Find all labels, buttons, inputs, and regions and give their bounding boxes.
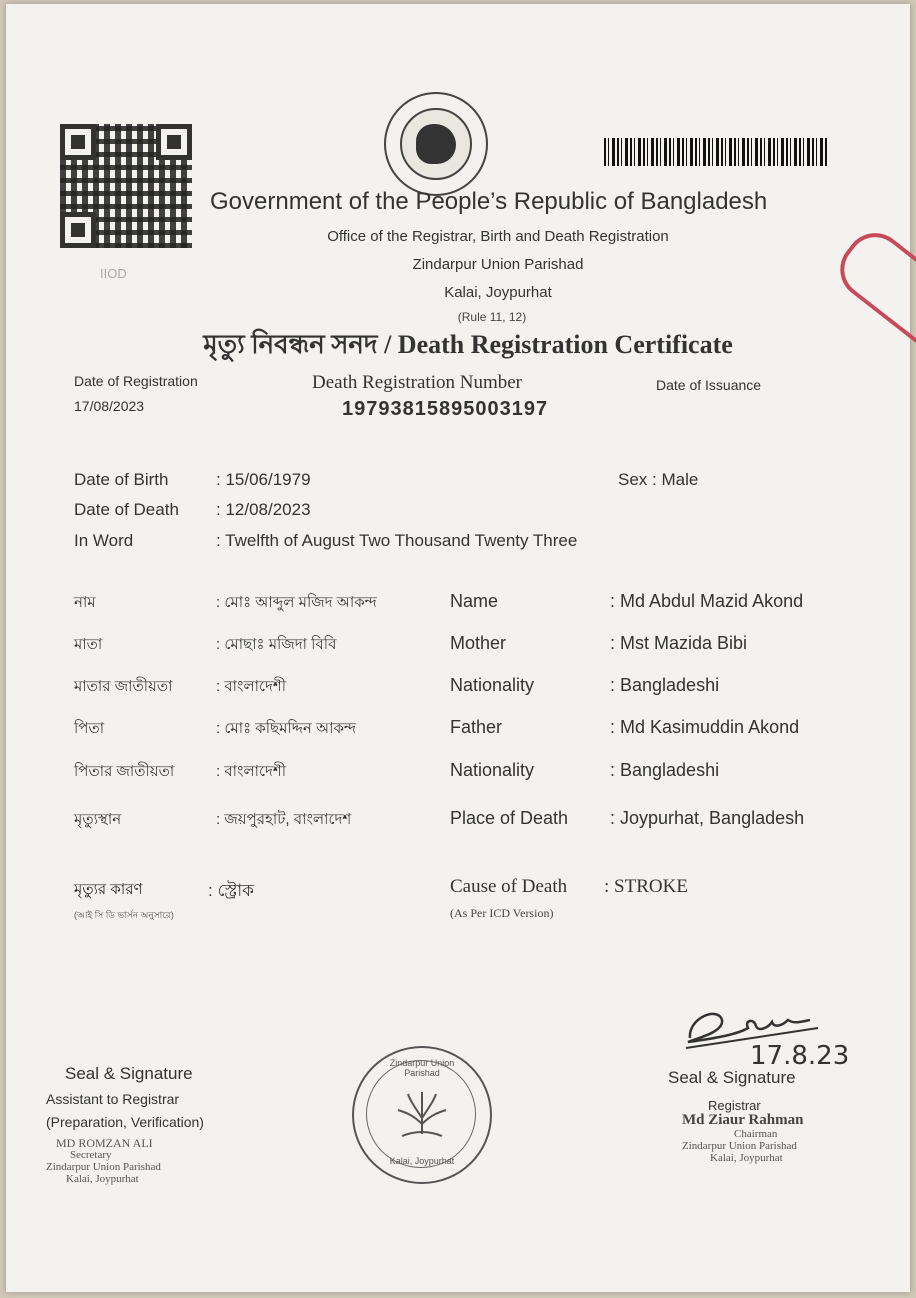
qr-finder-top-right <box>156 124 192 160</box>
death-registration-number-label: Death Registration Number <box>312 372 523 393</box>
row-en-label: Name <box>450 591 499 611</box>
row-en-label: Nationality <box>450 675 535 695</box>
cause-en-note: (As Per ICD Version) <box>450 906 554 920</box>
row-bn-label: মাতার জাতীয়তা <box>74 678 173 695</box>
rule-reference: (Rule 11, 12) <box>457 310 527 324</box>
row-en-value: : Md Kasimuddin Akond <box>610 717 800 737</box>
sex-value: Sex : Male <box>618 470 699 489</box>
death-registration-number-value: 19793815895003197 <box>342 398 549 420</box>
in-word-label: In Word <box>74 531 134 550</box>
cause-en-value: : STROKE <box>604 876 688 897</box>
date-of-birth-value: : 15/06/1979 <box>216 470 311 489</box>
right-seal-signature-title: Seal & Signature <box>668 1068 796 1087</box>
row-bn-value: : বাংলাদেশী <box>216 678 287 695</box>
date-of-registration-value: 17/08/2023 <box>74 398 145 414</box>
right-stamp-place: Kalai, Joypurhat <box>710 1152 783 1164</box>
government-emblem-icon <box>384 92 488 196</box>
barcode <box>604 138 828 166</box>
row-bn-label: পিতার জাতীয়তা <box>74 763 175 780</box>
date-of-birth-label: Date of Birth <box>74 470 169 489</box>
seal-text-top: Zindarpur Union Parishad <box>389 1058 455 1078</box>
qr-finder-top-left <box>60 124 96 160</box>
left-stamp-title: Secretary <box>70 1149 112 1161</box>
row-en-label: Mother <box>450 633 507 653</box>
date-of-issuance-label: Date of Issuance <box>656 377 762 393</box>
row-bn-label: মাতা <box>74 636 103 653</box>
office-name: Office of the Registrar, Birth and Death Registration <box>327 228 669 245</box>
seal-text-bottom: Kalai, Joypurhat <box>389 1156 455 1166</box>
row-bn-label: পিতা <box>74 720 105 737</box>
right-stamp-title: Chairman <box>734 1128 778 1140</box>
row-en-value: : Bangladeshi <box>610 675 720 695</box>
row-en-label: Place of Death <box>450 808 569 828</box>
cause-bn-value: : স্ট্রোক <box>208 881 255 900</box>
date-of-death-label: Date of Death <box>74 500 179 519</box>
row-en-value: : Mst Mazida Bibi <box>610 633 748 653</box>
in-word-value: : Twelfth of August Two Thousand Twenty Three <box>216 531 578 550</box>
row-bn-value: : বাংলাদেশী <box>216 763 287 780</box>
row-en-label: Father <box>450 717 503 737</box>
row-bn-value: : মোঃ কছিমদ্দিন আকন্দ <box>216 720 357 737</box>
handwritten-date: 17.8.23 <box>750 1041 850 1071</box>
row-bn-label: নাম <box>74 594 96 611</box>
sheaf-of-rice-icon <box>392 1084 452 1144</box>
row-bn-value: : মোঃ আব্দুল মজিদ আকন্দ <box>216 594 377 611</box>
left-signature-role-2: (Preparation, Verification) <box>46 1114 204 1130</box>
bangladesh-map-icon <box>416 124 456 164</box>
government-title: Government of the People’s Republic of Bangladesh <box>210 188 768 215</box>
left-seal-signature-title: Seal & Signature <box>65 1064 193 1083</box>
right-signature-role: Registrar <box>708 1098 761 1113</box>
row-en-value: : Md Abdul Mazid Akond <box>610 591 804 611</box>
left-stamp-name: MD ROMZAN ALI <box>56 1136 153 1150</box>
date-of-registration-label: Date of Registration <box>74 373 198 389</box>
right-stamp-org: Zindarpur Union Parishad <box>682 1140 797 1152</box>
left-stamp-place: Kalai, Joypurhat <box>66 1173 139 1185</box>
row-en-value: : Joypurhat, Bangladesh <box>610 808 805 828</box>
row-bn-value: : জয়পুরহাট, বাংলাদেশ <box>216 811 352 828</box>
left-signature-role: Assistant to Registrar <box>46 1091 180 1107</box>
registrar-handwritten-signature <box>678 998 904 1072</box>
union-parishad-seal <box>352 1046 492 1184</box>
row-bn-label: মৃত্যুস্থান <box>74 811 122 828</box>
cause-bn-label: মৃত্যুর কারণ <box>74 881 143 898</box>
row-en-value: : Bangladeshi <box>610 760 720 780</box>
row-en-label: Nationality <box>450 760 535 780</box>
right-stamp-name: Md Ziaur Rahman <box>682 1112 804 1128</box>
cause-bn-note: (আই সি ডি ভার্সন অনুসারে) <box>74 910 174 920</box>
certificate-page <box>6 4 910 1292</box>
qr-caption: IIOD <box>100 266 127 281</box>
union-name: Zindarpur Union Parishad <box>412 256 584 273</box>
emblem-inner-ring <box>400 108 472 180</box>
cause-en-label: Cause of Death <box>450 876 568 897</box>
location-name: Kalai, Joypurhat <box>444 284 552 301</box>
date-of-death-value: : 12/08/2023 <box>216 500 311 519</box>
row-bn-value: : মোছাঃ মজিদা বিবি <box>216 636 337 653</box>
left-stamp-org: Zindarpur Union Parishad <box>46 1161 161 1173</box>
certificate-title: মৃত্যু নিবন্ধন সনদ / Death Registration Certificate <box>203 330 733 359</box>
